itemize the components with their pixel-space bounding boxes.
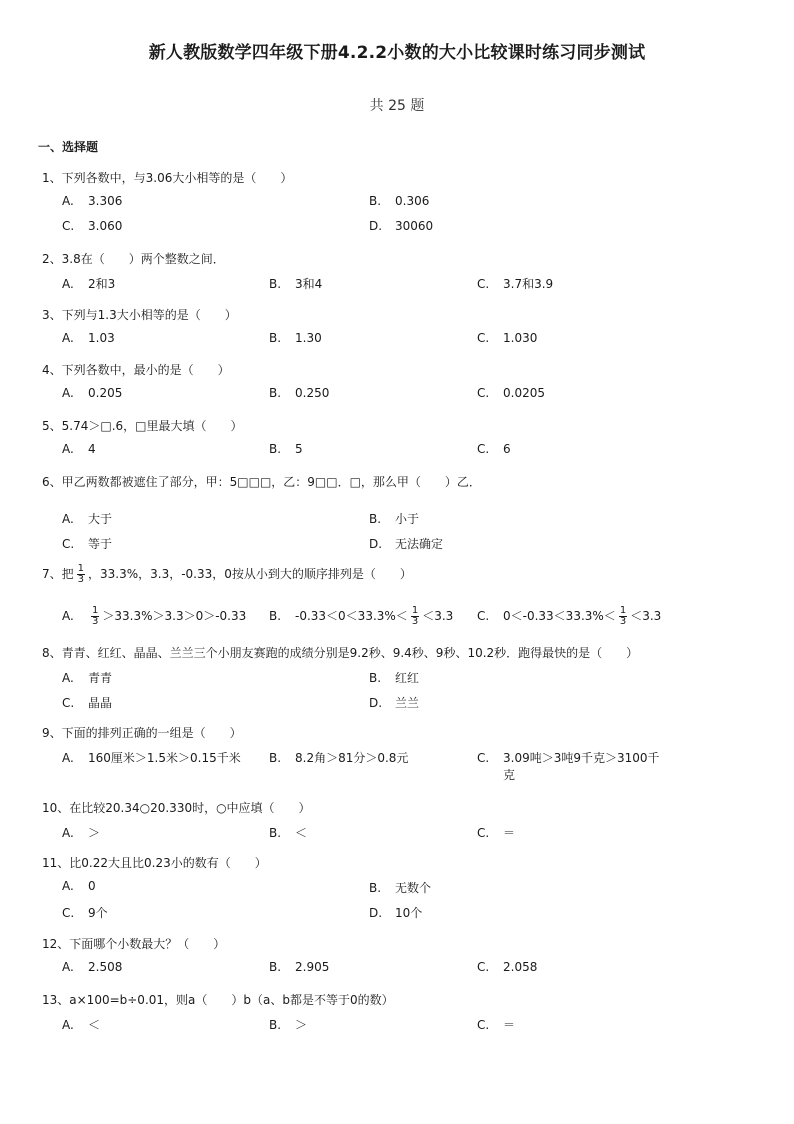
option-a[interactable] — [62, 331, 115, 345]
question-count: 共 25 题 — [369, 98, 425, 114]
option-d[interactable] — [369, 904, 422, 921]
option-text: 160厘米＞1.5米＞0.15千米 — [88, 751, 241, 765]
option-label: B. — [269, 1018, 282, 1032]
option-label: D. — [369, 696, 383, 710]
question-5: 5、5.74＞□.6，□里最大填（ ） — [42, 419, 243, 433]
option-b[interactable] — [269, 1016, 307, 1033]
option-b[interactable] — [269, 749, 408, 766]
option-text: 无数个 — [395, 881, 432, 895]
option-text: ＞33.3%＞3.3＞0＞-0.33 — [102, 609, 247, 623]
option-label: A. — [62, 1018, 74, 1032]
section-heading: 一、选择题 — [38, 140, 99, 154]
option-text: 1.03 — [88, 331, 115, 345]
numerator: 1 — [77, 563, 85, 574]
option-label: D. — [369, 537, 383, 551]
option-b[interactable] — [269, 960, 329, 974]
option-a[interactable] — [62, 194, 122, 208]
question-7 — [42, 564, 412, 585]
option-text: ＜ — [295, 826, 308, 840]
option-text: 6 — [503, 442, 511, 456]
option-label: C. — [477, 442, 490, 456]
option-text: 1.030 — [503, 331, 538, 345]
option-text: 3.7和3.9 — [503, 277, 554, 291]
option-text: 4 — [88, 442, 96, 456]
denominator: 3 — [92, 616, 99, 627]
option-c[interactable] — [477, 442, 511, 456]
option-c[interactable] — [477, 386, 545, 400]
option-text: 3和4 — [295, 277, 323, 291]
option-label: C. — [477, 826, 490, 840]
option-text: ＜3.3 — [630, 609, 662, 623]
option-text: 青青 — [88, 671, 113, 685]
option-label: B. — [269, 609, 282, 623]
option-a[interactable] — [62, 824, 100, 841]
option-label: C. — [62, 537, 75, 551]
option-c[interactable] — [62, 219, 122, 233]
option-d[interactable] — [369, 535, 443, 552]
option-a[interactable] — [62, 749, 241, 766]
option-label: A. — [62, 751, 74, 765]
option-a[interactable] — [62, 879, 96, 893]
option-text: 0.250 — [295, 386, 330, 400]
option-text: 30060 — [395, 219, 434, 233]
option-text: 兰兰 — [395, 696, 420, 710]
option-label: A. — [62, 879, 74, 893]
option-d[interactable] — [369, 219, 433, 233]
option-label: A. — [62, 331, 74, 345]
question-2: 2、3.8在（ ）两个整数之间． — [42, 252, 225, 266]
option-label: C. — [477, 386, 490, 400]
question-3: 3、下列与1.3大小相等的是（ ） — [42, 308, 237, 322]
option-label: C. — [477, 960, 490, 974]
option-b[interactable] — [269, 824, 307, 841]
question-1: 1、下列各数中，与3.06大小相等的是（ ） — [42, 171, 293, 185]
option-label: B. — [269, 331, 282, 345]
option-text: 3.09吨＞3吨9千克＞3100千 — [503, 751, 660, 765]
option-label: A. — [62, 277, 74, 291]
question-8: 8、青青、红红、晶晶、兰兰三个小朋友赛跑的成绩分别是9.2秒、9.4秒、9秒、10.2秒．跑得最快的是（ ） — [42, 646, 639, 660]
option-b[interactable] — [269, 331, 322, 345]
option-label: A. — [62, 960, 74, 974]
option-b[interactable] — [369, 510, 419, 527]
option-label: B. — [369, 881, 382, 895]
option-text: 等于 — [88, 537, 113, 551]
option-label: C. — [477, 277, 490, 291]
denominator: 3 — [411, 616, 419, 627]
option-text: ＜3.3 — [422, 609, 454, 623]
option-text: 10个 — [395, 906, 423, 920]
option-b[interactable] — [369, 879, 431, 896]
option-label: C. — [477, 331, 490, 345]
option-text: 0.306 — [395, 194, 430, 208]
option-label: B. — [269, 751, 282, 765]
numerator: 1 — [411, 605, 419, 616]
option-b[interactable] — [269, 442, 303, 456]
option-c[interactable] — [62, 904, 108, 921]
option-label: A. — [62, 386, 74, 400]
option-text: 0.205 — [88, 386, 123, 400]
question-10: 10、在比较20.34○20.330时，○中应填（ ） — [42, 801, 311, 815]
option-text: ＞ — [295, 1018, 308, 1032]
option-label: D. — [369, 219, 383, 233]
question-13: 13、a×100=b÷0.01，则a（ ）b（a、b都是不等于0的数） — [42, 993, 394, 1007]
option-label: B. — [269, 442, 282, 456]
denominator: 3 — [77, 574, 85, 585]
question-text: ，33.3%，3.3，-0.33，0按从小到大的顺序排列是（ ） — [88, 567, 412, 581]
question-9: 9、下面的排列正确的一组是（ ） — [42, 726, 242, 740]
option-a[interactable] — [62, 960, 122, 974]
option-a[interactable] — [62, 510, 112, 527]
option-c[interactable] — [62, 694, 112, 711]
option-text: ＝ — [503, 1018, 516, 1032]
option-label: C. — [477, 751, 490, 765]
option-text: 0.0205 — [503, 386, 545, 400]
option-text: 0 — [88, 879, 96, 893]
option-c[interactable] — [477, 606, 661, 627]
option-c[interactable] — [477, 824, 515, 841]
question-text: 7、把 — [42, 567, 74, 581]
option-text: 2.905 — [295, 960, 330, 974]
option-text: ＜ — [88, 1018, 101, 1032]
option-a[interactable] — [62, 442, 96, 456]
denominator: 3 — [619, 616, 627, 627]
option-b[interactable] — [269, 275, 322, 292]
option-c[interactable] — [477, 1016, 515, 1033]
option-a[interactable] — [62, 275, 115, 292]
option-text: 无法确定 — [395, 537, 444, 551]
option-b[interactable] — [369, 669, 419, 686]
question-6: 6、甲乙两数都被遮住了部分，甲：5□□□，乙：9□□．□，那么甲（ ）乙． — [42, 475, 481, 489]
option-text: 9个 — [88, 906, 108, 920]
page-title: 新人教版数学四年级下册4.2.2小数的大小比较课时练习同步测试 — [148, 43, 646, 63]
option-label: B. — [269, 960, 282, 974]
option-label: B. — [269, 386, 282, 400]
option-label: A. — [62, 194, 74, 208]
option-label: A. — [62, 826, 74, 840]
fraction — [91, 606, 99, 627]
option-c[interactable] — [477, 960, 537, 974]
option-b[interactable] — [369, 194, 429, 208]
option-c[interactable] — [62, 535, 112, 552]
option-text: 红红 — [395, 671, 420, 685]
question-11: 11、比0.22大且比0.23小的数有（ ） — [42, 856, 267, 870]
option-text: 8.2角＞81分＞0.8元 — [295, 751, 409, 765]
option-d[interactable] — [369, 694, 419, 711]
option-c[interactable] — [477, 275, 553, 292]
option-b[interactable] — [269, 606, 453, 627]
option-text: 3.306 — [88, 194, 123, 208]
option-a[interactable] — [62, 386, 122, 400]
option-text: ＝ — [503, 826, 516, 840]
option-label: D. — [369, 906, 383, 920]
option-text: 小于 — [395, 512, 420, 526]
option-text: 2.058 — [503, 960, 538, 974]
option-label: B. — [369, 194, 382, 208]
option-label: A. — [62, 609, 74, 623]
option-label: B. — [269, 277, 282, 291]
option-label: A. — [62, 442, 74, 456]
option-text: 大于 — [88, 512, 113, 526]
option-label: C. — [62, 219, 75, 233]
option-c[interactable] — [477, 749, 660, 783]
fraction — [77, 564, 85, 585]
option-text: -0.33＜0＜33.3%＜ — [295, 609, 408, 623]
option-text: 1.30 — [295, 331, 322, 345]
option-label: C. — [62, 696, 75, 710]
fraction — [411, 606, 419, 627]
option-text: 5 — [295, 442, 303, 456]
option-c[interactable] — [477, 331, 537, 345]
option-a[interactable] — [62, 669, 112, 686]
option-label: A. — [62, 671, 74, 685]
option-text: 晶晶 — [88, 696, 113, 710]
option-text: 3.060 — [88, 219, 123, 233]
numerator: 1 — [619, 605, 627, 616]
option-b[interactable] — [269, 386, 329, 400]
option-label: B. — [269, 826, 282, 840]
option-label: C. — [62, 906, 75, 920]
numerator: 1 — [92, 605, 99, 616]
option-label: C. — [477, 1018, 490, 1032]
option-text: 0＜-0.33＜33.3%＜ — [503, 609, 616, 623]
question-12: 12、下面哪个小数最大？（ ） — [42, 937, 226, 951]
option-label: B. — [369, 671, 382, 685]
fraction — [619, 606, 627, 627]
option-label: B. — [369, 512, 382, 526]
option-text: 2和3 — [88, 277, 116, 291]
option-a[interactable] — [62, 606, 246, 627]
option-text: ＞ — [88, 826, 101, 840]
question-4: 4、下列各数中，最小的是（ ） — [42, 363, 230, 377]
option-a[interactable] — [62, 1016, 100, 1033]
option-label: C. — [477, 609, 490, 623]
option-label: A. — [62, 512, 74, 526]
option-text-wrap: 克 — [503, 768, 516, 782]
option-text: 2.508 — [88, 960, 123, 974]
